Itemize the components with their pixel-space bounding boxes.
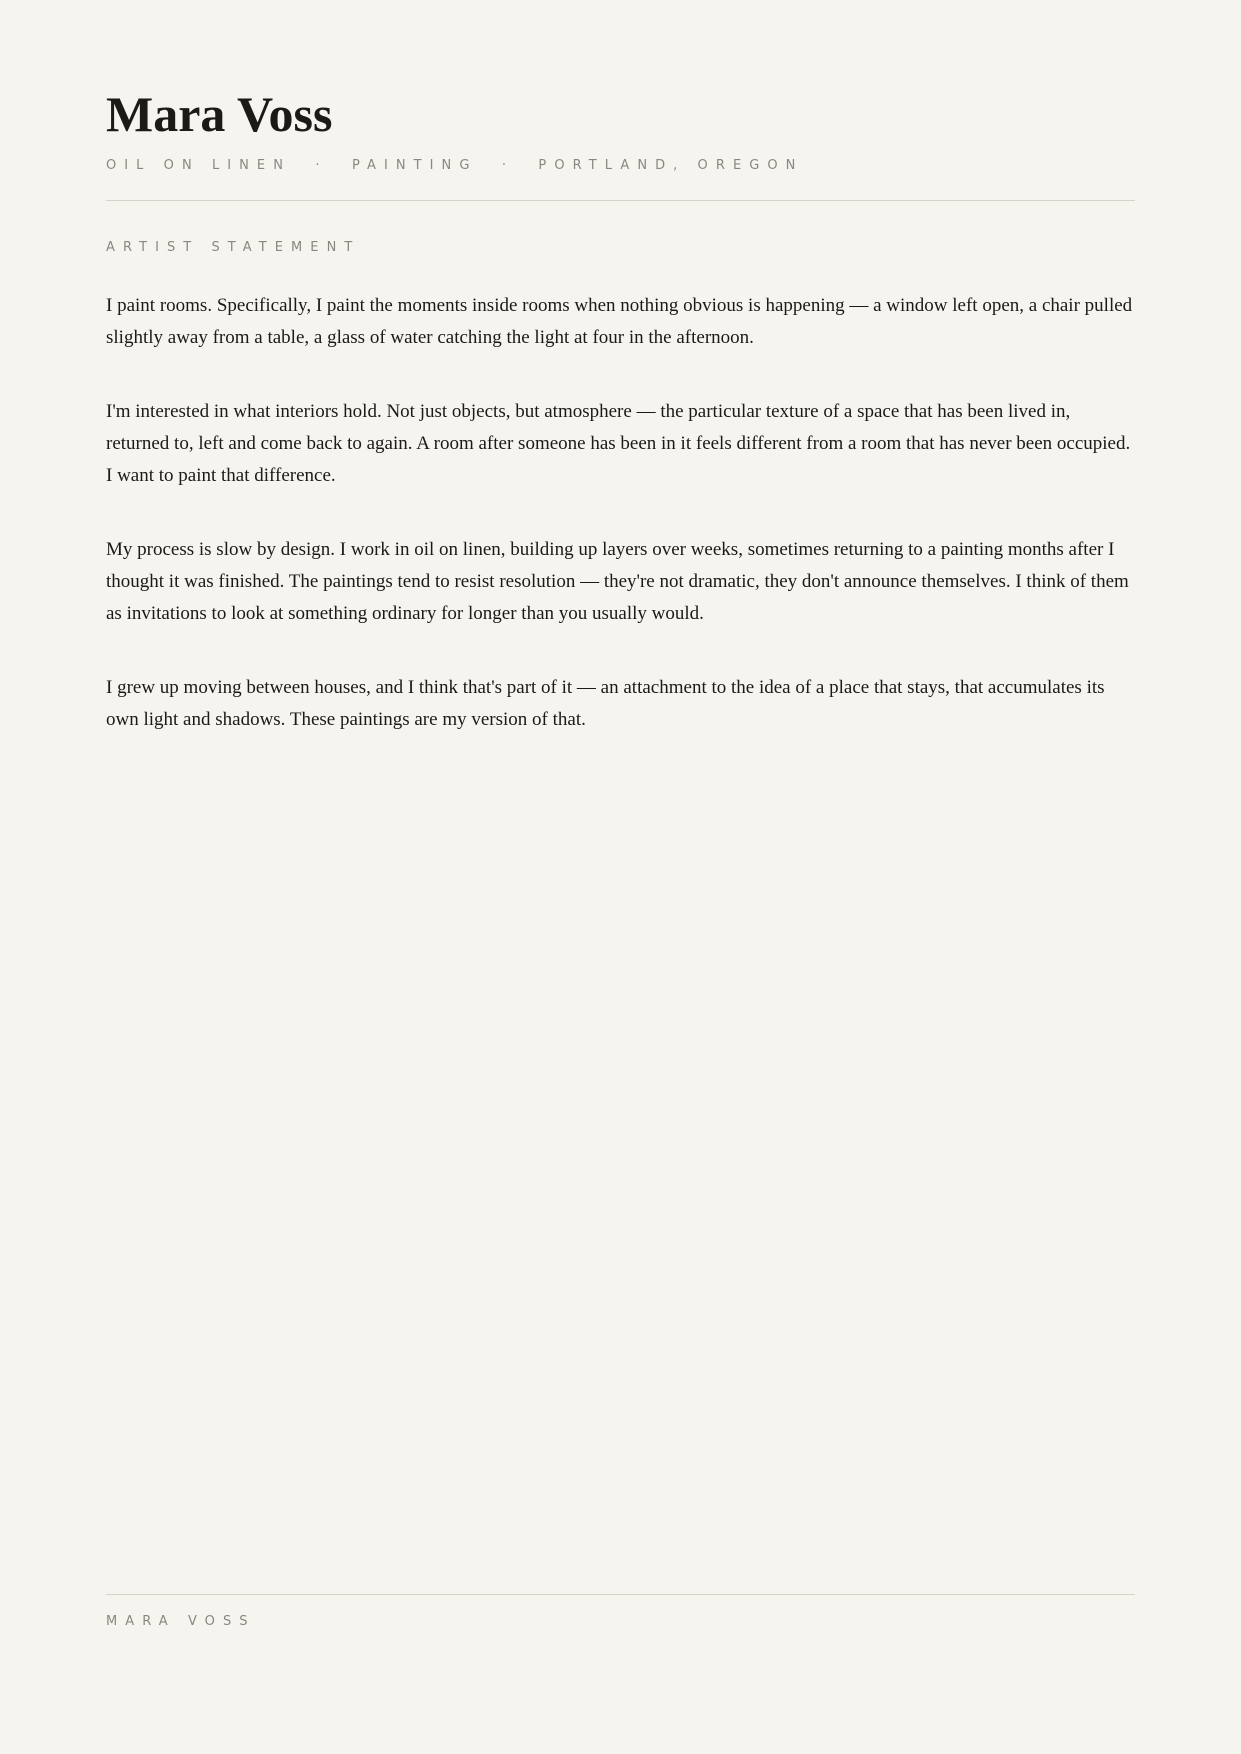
header-divider <box>106 200 1135 201</box>
statement-paragraph: I paint rooms. Specifically, I paint the moments inside rooms when nothing obvious is happening — a window left open, a chair pulled slightly away from a table, a glass of water catching the light at four in the afternoon. <box>106 295 1133 348</box>
artist-name: Mara Voss <box>106 86 333 142</box>
statement-paragraph: I'm interested in what interiors hold. Not just objects, but atmosphere — the particular texture of a space that has been lived in, returned to, left and come back to again. A room after someone has been in it feels different from a room that has never been occupied. I want to paint that difference. <box>106 401 1131 486</box>
statement-body <box>106 290 1135 778</box>
artist-tagline: OIL ON LINEN · PAINTING · PORTLAND, OREGON <box>106 158 804 173</box>
footer-divider <box>106 1594 1135 1595</box>
section-label-artist-statement: ARTIST STATEMENT <box>106 240 361 255</box>
footer-artist-name: MARA VOSS <box>106 1614 256 1629</box>
statement-paragraph: My process is slow by design. I work in oil on linen, building up layers over weeks, sometimes returning to a painting months after I thought it was finished. The paintings tend to resist resolution — they're not dramatic, they don't announce themselves. I think of them as invitations to look at something ordinary for longer than you usually would. <box>106 539 1129 624</box>
statement-paragraph: I grew up moving between houses, and I think that's part of it — an attachment to the idea of a place that stays, that accumulates its own light and shadows. These paintings are my version of that. <box>106 677 1105 730</box>
